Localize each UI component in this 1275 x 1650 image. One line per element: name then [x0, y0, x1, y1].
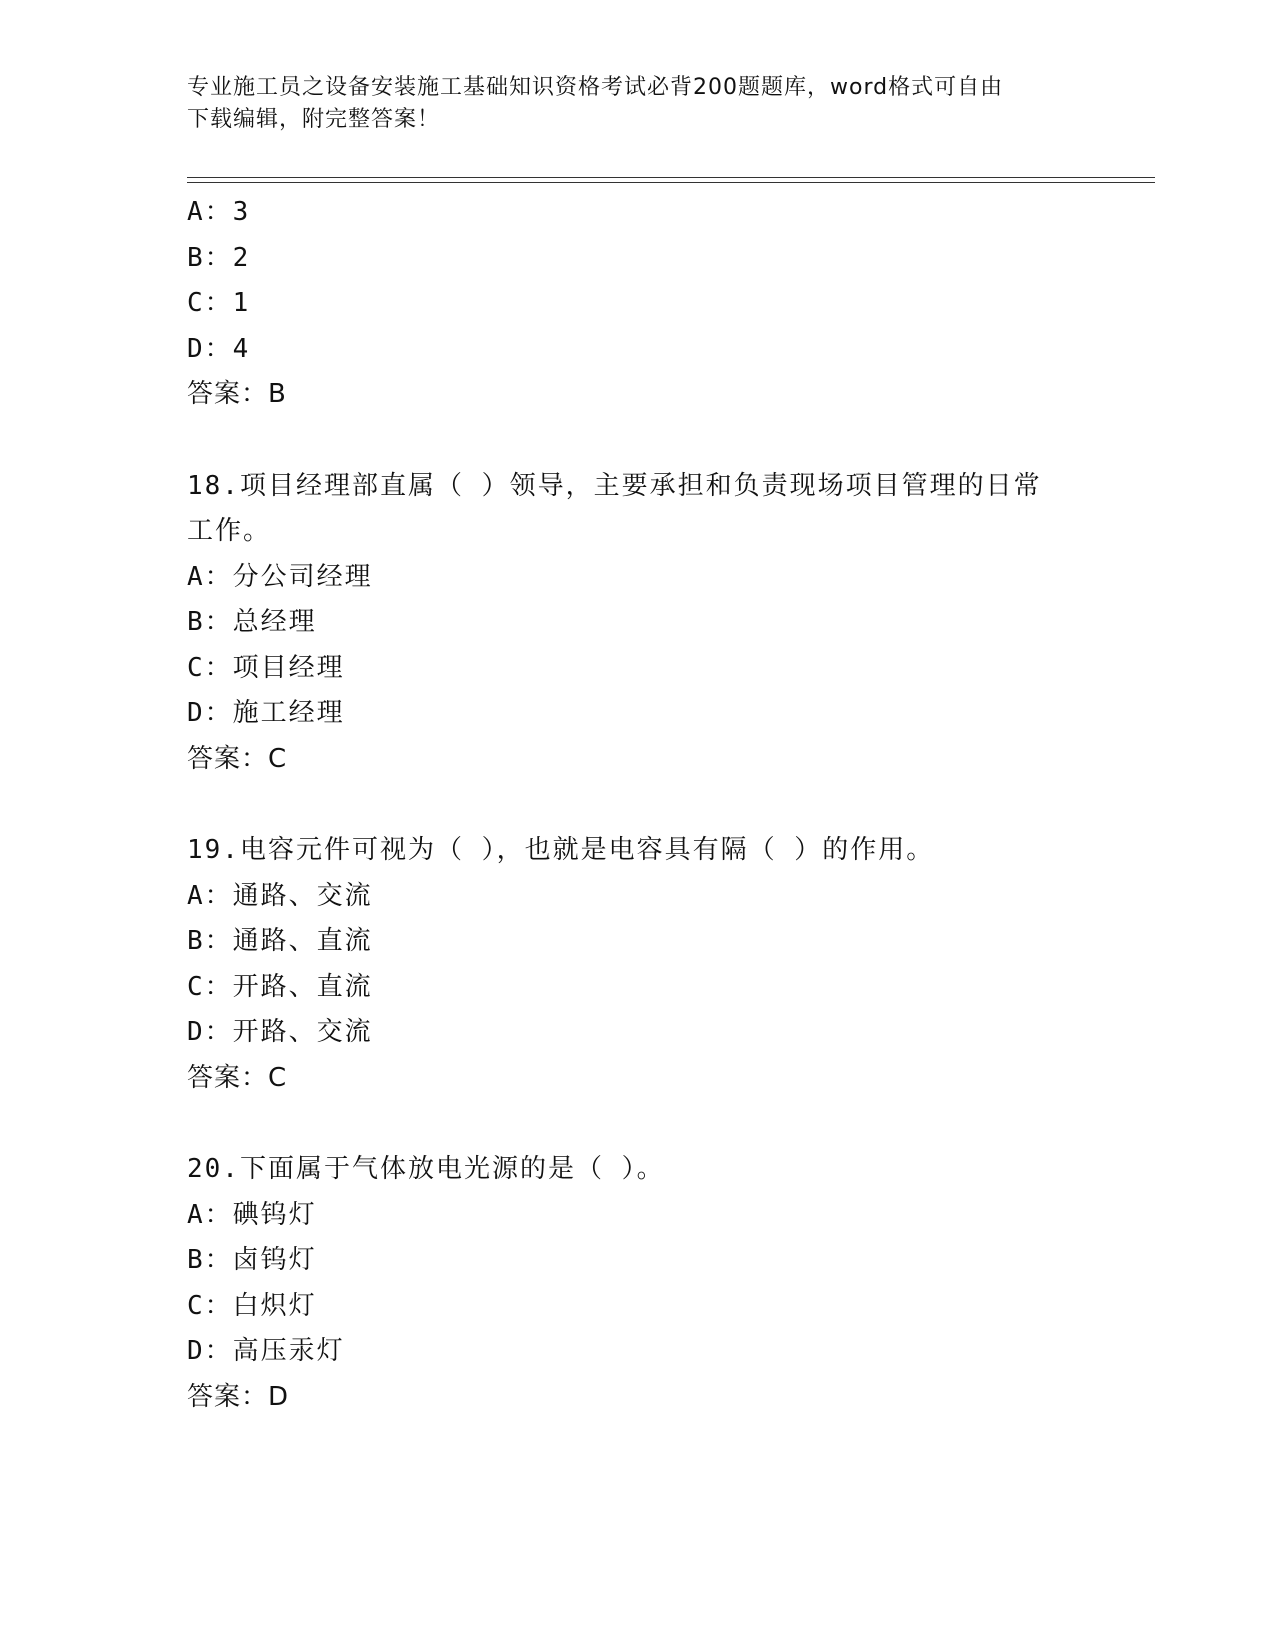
question-text: 19.电容元件可视为（ ），也就是电容具有隔（ ）的作用。 [187, 835, 935, 865]
header-title-line-2: 下载编辑，附完整答案！ [187, 107, 441, 132]
answer-line: 答案：C [187, 743, 288, 774]
question-17-block [187, 190, 1067, 418]
header-divider-bottom [187, 182, 1155, 183]
option-d: D：施工经理 [187, 698, 345, 728]
answer-line: 答案：B [187, 379, 287, 409]
option-c: C：1 [187, 288, 251, 318]
option-c: C：开路、直流 [187, 971, 373, 1002]
option-b: B：卤钨灯 [187, 1245, 317, 1275]
header-divider-top [187, 177, 1155, 178]
option-b: B：2 [187, 242, 251, 273]
question-text: 20.下面属于气体放电光源的是（ ）。 [187, 1154, 665, 1184]
option-b: B：总经理 [187, 607, 317, 637]
question-text-continued: 工作。 [187, 516, 272, 546]
answer-line: 答案：D [187, 1381, 290, 1412]
option-a: A：通路、交流 [187, 880, 373, 911]
option-c: C：项目经理 [187, 652, 345, 683]
header-title-line-1: 专业施工员之设备安装施工基础知识资格考试必背200题题库，word格式可自由 [187, 75, 1004, 100]
option-d: D：4 [187, 333, 251, 364]
question-list [187, 190, 1067, 1420]
question-text: 18.项目经理部直属（ ）领导，主要承担和负责现场项目管理的日常 [187, 470, 1042, 501]
question-20-block [187, 1147, 1067, 1420]
option-a: A：碘钨灯 [187, 1199, 317, 1230]
question-18-block [187, 464, 1067, 783]
option-d: D：开路、交流 [187, 1017, 373, 1047]
document-header [187, 72, 1067, 136]
question-19-block [187, 828, 1067, 1101]
option-d: D：高压汞灯 [187, 1336, 345, 1366]
option-a: A：3 [187, 197, 251, 227]
option-c: C：白炽灯 [187, 1290, 317, 1321]
option-a: A：分公司经理 [187, 561, 373, 592]
option-b: B：通路、直流 [187, 926, 373, 956]
answer-line: 答案：C [187, 1062, 288, 1093]
